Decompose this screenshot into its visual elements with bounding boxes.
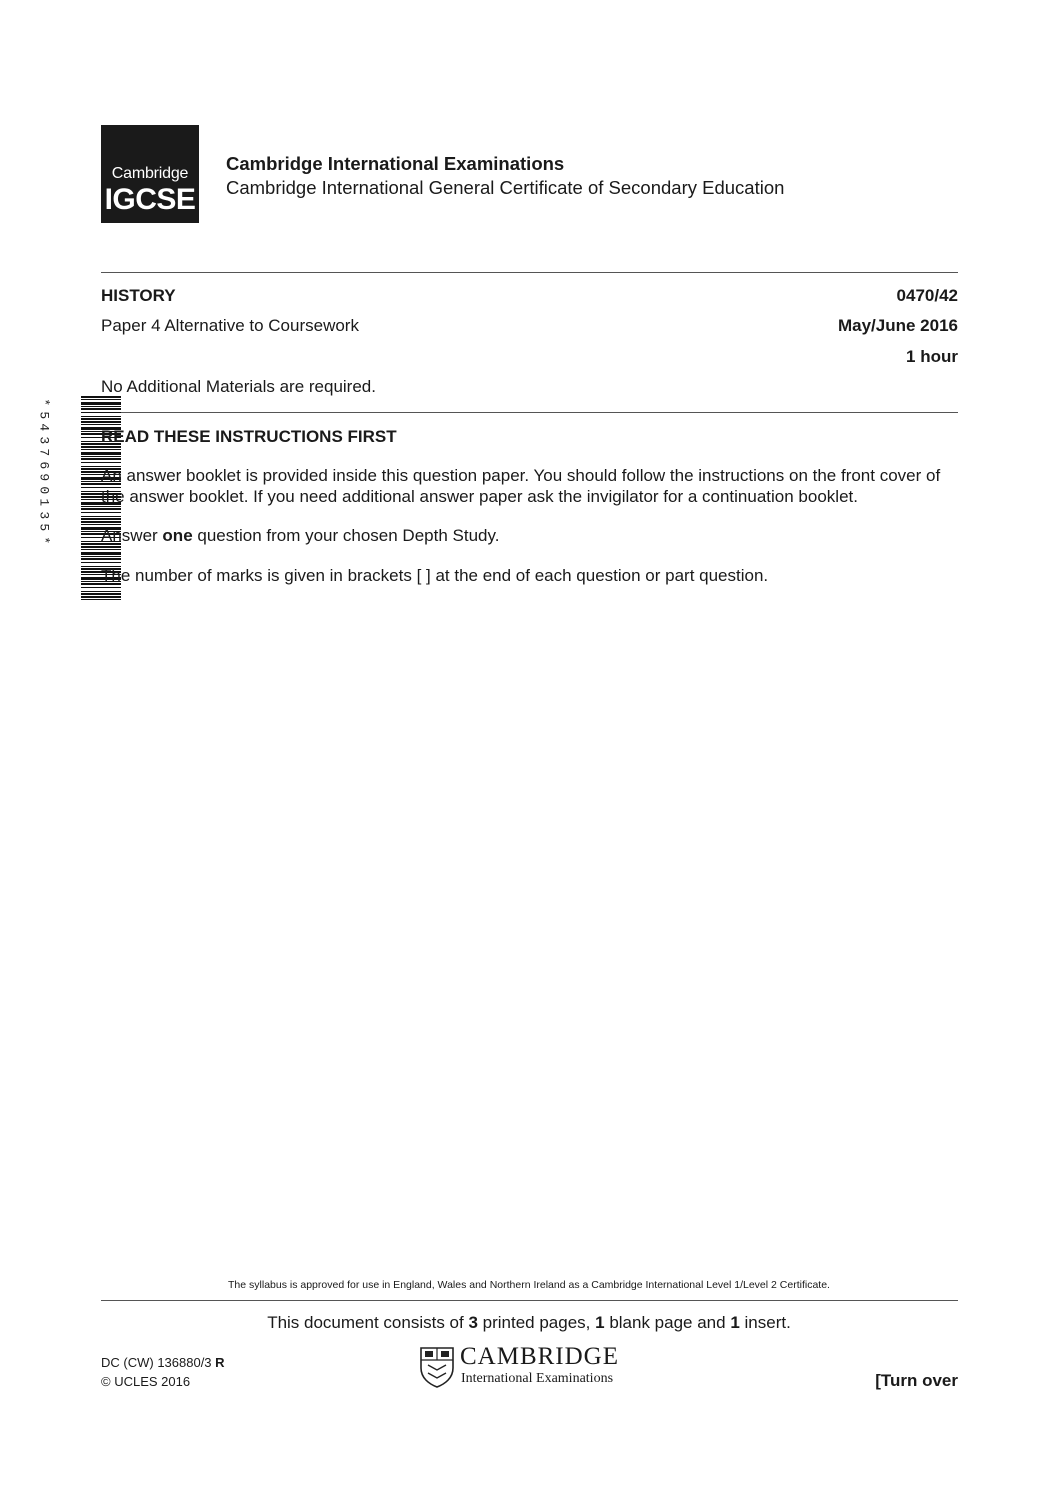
cambridge-brand-subtitle: International Examinations: [461, 1371, 614, 1386]
logo-cambridge-text: Cambridge: [111, 165, 189, 182]
barcode-bar: [81, 549, 121, 550]
barcode-bar: [81, 396, 121, 398]
instruction-answer-one: Answer one question from your chosen Depth Study.: [101, 526, 500, 545]
paper-title: Paper 4 Alternative to Coursework: [101, 316, 359, 335]
barcode-bar: [81, 408, 121, 410]
syllabus-note: The syllabus is approved for use in England, Wales and Northern Ireland as a Cambridge International Level 1/Level 2 Certificate.: [228, 1279, 830, 1291]
document-code: DC (CW) 136880/3 R: [101, 1355, 225, 1370]
barcode-bar: [81, 424, 121, 425]
exam-board-name: Cambridge International Examinations: [226, 153, 565, 174]
cambridge-crest-icon: [419, 1346, 455, 1388]
barcode-digits: * 5 4 3 7 6 9 0 1 3 5 *: [36, 398, 52, 544]
barcode-bar: [81, 458, 121, 460]
subject-title: HISTORY: [101, 286, 176, 305]
barcode-bar: [81, 416, 121, 417]
footer-divider: [101, 1300, 958, 1301]
copyright: © UCLES 2016: [101, 1374, 191, 1389]
instruction-answer-booklet: An answer booklet is provided inside this question paper. You should follow the instructions on the front cover of the answer booklet. If you need additional answer paper ask the invigilator for a continuation booklet.: [101, 466, 941, 506]
instructions-divider: [101, 412, 958, 413]
barcode-bar: [81, 558, 121, 560]
barcode-bar: [81, 562, 121, 563]
exam-duration: 1 hour: [906, 347, 958, 366]
barcode-bar: [81, 512, 121, 513]
barcode-bar: [81, 399, 121, 400]
barcode-bar: [81, 518, 121, 520]
igcse-logo: [101, 125, 199, 223]
barcode-bar: [81, 591, 121, 592]
barcode-bar: [81, 418, 121, 420]
barcode-bar: [81, 402, 121, 405]
barcode-bar: [81, 449, 121, 450]
barcode-bar: [81, 596, 121, 598]
barcode-bar: [81, 546, 121, 548]
barcode-bar: [81, 587, 121, 588]
certificate-name: Cambridge International General Certificate of Secondary Education: [226, 177, 785, 198]
barcode-bar: [81, 516, 121, 517]
barcode-bar: [81, 412, 121, 413]
document-consists-line: This document consists of 3 printed pages, 1 blank page and 1 insert.: [267, 1313, 791, 1332]
instruction-marks: The number of marks is given in brackets [ ] at the end of each question or part question.: [101, 566, 769, 585]
barcode-bar: [81, 524, 121, 525]
logo-igcse-text: IGCSE: [104, 183, 196, 216]
barcode-bar: [81, 508, 121, 510]
barcode-bar: [81, 456, 121, 457]
barcode-bar: [81, 421, 121, 423]
barcode-bar: [81, 556, 121, 557]
barcode-bar: [81, 593, 121, 595]
barcode-bar: [81, 406, 121, 407]
cambridge-brand-name: CAMBRIDGE: [460, 1343, 620, 1370]
paper-code: 0470/42: [896, 286, 958, 305]
turn-over-note: [Turn over: [875, 1371, 958, 1390]
barcode-bar: [81, 599, 121, 600]
barcode-bar: [81, 521, 121, 523]
barcode-bar: [81, 462, 121, 463]
barcode-bar: [81, 452, 121, 455]
materials-note: No Additional Materials are required.: [101, 377, 376, 396]
barcode: [35, 396, 87, 602]
barcode-bar: [81, 552, 121, 555]
instructions-heading: READ THESE INSTRUCTIONS FIRST: [101, 427, 397, 446]
top-divider: [101, 272, 958, 273]
exam-session: May/June 2016: [837, 316, 958, 335]
